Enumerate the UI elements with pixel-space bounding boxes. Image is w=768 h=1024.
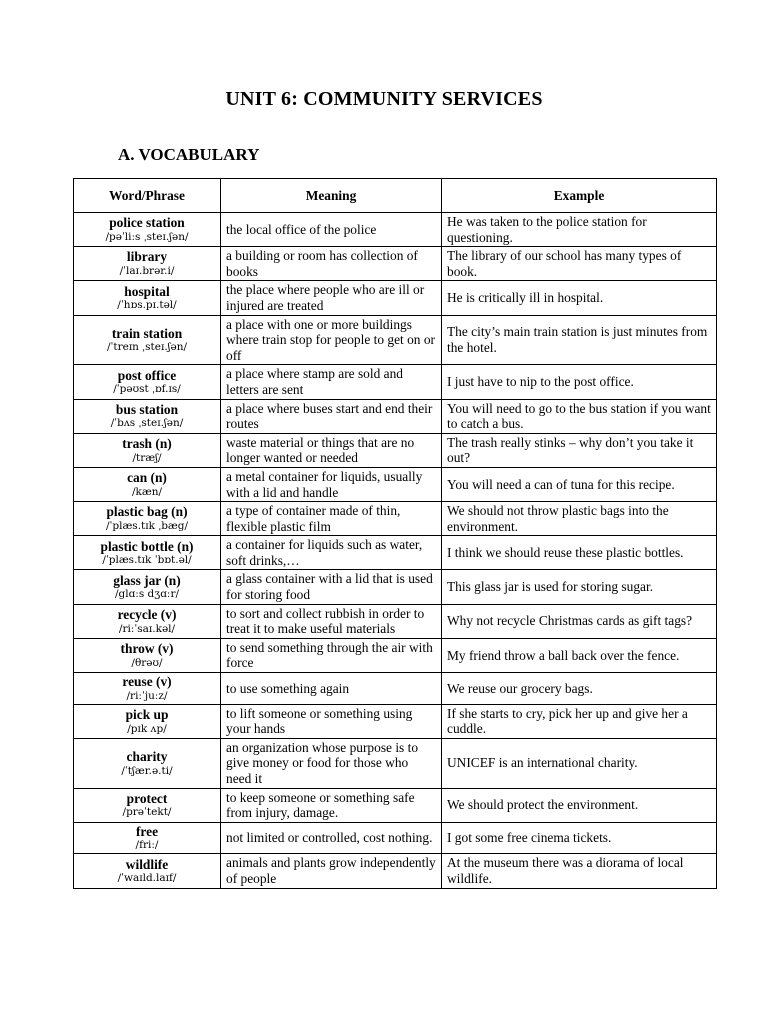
table-row bbox=[74, 673, 717, 705]
word-cell bbox=[74, 502, 221, 536]
table-row bbox=[74, 738, 717, 788]
meaning-cell: a place with one or more buildings where train stop for people to get on or off bbox=[221, 315, 442, 365]
example-cell: I just have to nip to the post office. bbox=[442, 365, 717, 399]
meaning-cell: to sort and collect rubbish in order to treat it to make useful materials bbox=[221, 604, 442, 638]
table-row bbox=[74, 604, 717, 638]
table-body bbox=[74, 213, 717, 889]
word-text: trash (n) bbox=[122, 436, 172, 452]
phonetic-text: /pɪk ʌp/ bbox=[127, 722, 167, 735]
table-row bbox=[74, 502, 717, 536]
meaning-cell: to send something through the air with force bbox=[221, 638, 442, 672]
table-row bbox=[74, 433, 717, 467]
word-text: library bbox=[126, 249, 168, 265]
meaning-cell: to keep someone or something safe from injury, damage. bbox=[221, 788, 442, 822]
table-row bbox=[74, 213, 717, 247]
meaning-cell: an organization whose purpose is to give money or food for those who need it bbox=[221, 738, 442, 788]
meaning-cell: a container for liquids such as water, soft drinks,… bbox=[221, 536, 442, 570]
phonetic-text: /ˈbʌs ˌsteɪ.ʃən/ bbox=[110, 417, 184, 430]
table-row bbox=[74, 854, 717, 888]
header-word-phrase: Word/Phrase bbox=[74, 179, 221, 213]
word-text: plastic bottle (n) bbox=[100, 538, 194, 554]
word-text: post office bbox=[117, 367, 177, 383]
table-row bbox=[74, 704, 717, 738]
meaning-cell: waste material or things that are no longer wanted or needed bbox=[221, 433, 442, 467]
table-row bbox=[74, 281, 717, 315]
word-text: police station bbox=[109, 215, 185, 231]
phonetic-text: /ˈplæs.tɪk ˈbɒt.əl/ bbox=[102, 554, 192, 567]
meaning-cell: a metal container for liquids, usually with a lid and handle bbox=[221, 467, 442, 501]
meaning-cell: a place where stamp are sold and letters are sent bbox=[221, 365, 442, 399]
example-cell: The library of our school has many types of book. bbox=[442, 247, 717, 281]
header-example: Example bbox=[442, 179, 717, 213]
word-text: can (n) bbox=[127, 470, 167, 486]
example-cell: My friend throw a ball back over the fence. bbox=[442, 638, 717, 672]
phonetic-text: /friː/ bbox=[135, 839, 159, 852]
phonetic-text: /riːˈsaɪ.kəl/ bbox=[118, 622, 176, 635]
example-cell: He is critically ill in hospital. bbox=[442, 281, 717, 315]
phonetic-text: /ˈlaɪ.brər.i/ bbox=[119, 265, 175, 278]
word-cell bbox=[74, 788, 221, 822]
table-row bbox=[74, 315, 717, 365]
table-row bbox=[74, 788, 717, 822]
example-cell: We should not throw plastic bags into the environment. bbox=[442, 502, 717, 536]
meaning-cell: a type of container made of thin, flexible plastic film bbox=[221, 502, 442, 536]
table-row bbox=[74, 247, 717, 281]
word-cell bbox=[74, 704, 221, 738]
word-cell bbox=[74, 247, 221, 281]
word-text: free bbox=[135, 823, 159, 839]
table-row bbox=[74, 638, 717, 672]
word-cell bbox=[74, 638, 221, 672]
header-meaning: Meaning bbox=[221, 179, 442, 213]
word-text: bus station bbox=[115, 401, 179, 417]
meaning-cell: not limited or controlled, cost nothing. bbox=[221, 822, 442, 854]
meaning-cell: a building or room has collection of books bbox=[221, 247, 442, 281]
phonetic-text: /riːˈjuːz/ bbox=[126, 689, 168, 702]
example-cell: You will need to go to the bus station if you want to catch a bus. bbox=[442, 399, 717, 433]
word-text: plastic bag (n) bbox=[106, 504, 188, 520]
phonetic-text: /ˈplæs.tɪk ˌbæg/ bbox=[105, 519, 189, 532]
example-cell: The trash really stinks – why don’t you take it out? bbox=[442, 433, 717, 467]
meaning-cell: the local office of the police bbox=[221, 213, 442, 247]
word-text: charity bbox=[126, 748, 168, 764]
phonetic-text: /glɑːs dʒɑːr/ bbox=[114, 588, 180, 601]
word-cell bbox=[74, 433, 221, 467]
table-row bbox=[74, 399, 717, 433]
word-cell bbox=[74, 673, 221, 705]
example-cell: We should protect the environment. bbox=[442, 788, 717, 822]
phonetic-text: /ˈtreɪn ˌsteɪ.ʃən/ bbox=[106, 341, 188, 354]
meaning-cell: animals and plants grow independently of people bbox=[221, 854, 442, 888]
example-cell: The city’s main train station is just minutes from the hotel. bbox=[442, 315, 717, 365]
example-cell: We reuse our grocery bags. bbox=[442, 673, 717, 705]
word-text: recycle (v) bbox=[117, 606, 177, 622]
example-cell: If she starts to cry, pick her up and give her a cuddle. bbox=[442, 704, 717, 738]
example-cell: You will need a can of tuna for this recipe. bbox=[442, 467, 717, 501]
meaning-cell: a glass container with a lid that is used for storing food bbox=[221, 570, 442, 604]
phonetic-text: /ˈtʃær.ə.ti/ bbox=[121, 764, 173, 777]
example-cell: I think we should reuse these plastic bottles. bbox=[442, 536, 717, 570]
table-row bbox=[74, 365, 717, 399]
word-cell bbox=[74, 536, 221, 570]
phonetic-text: /pəˈliːs ˌsteɪ.ʃən/ bbox=[105, 230, 189, 243]
meaning-cell: a place where buses start and end their routes bbox=[221, 399, 442, 433]
example-cell: He was taken to the police station for questioning. bbox=[442, 213, 717, 247]
word-cell bbox=[74, 604, 221, 638]
table-row bbox=[74, 467, 717, 501]
word-cell bbox=[74, 365, 221, 399]
word-cell bbox=[74, 738, 221, 788]
word-cell bbox=[74, 854, 221, 888]
word-text: wildlife bbox=[125, 856, 169, 872]
word-text: protect bbox=[126, 790, 168, 806]
word-text: hospital bbox=[124, 283, 170, 299]
word-cell bbox=[74, 570, 221, 604]
meaning-cell: the place where people who are ill or injured are treated bbox=[221, 281, 442, 315]
example-cell: At the museum there was a diorama of local wildlife. bbox=[442, 854, 717, 888]
example-cell: I got some free cinema tickets. bbox=[442, 822, 717, 854]
word-cell bbox=[74, 399, 221, 433]
table-row bbox=[74, 570, 717, 604]
meaning-cell: to use something again bbox=[221, 673, 442, 705]
word-text: pick up bbox=[125, 706, 169, 722]
word-text: train station bbox=[111, 325, 183, 341]
phonetic-text: /træʃ/ bbox=[132, 451, 162, 464]
word-cell bbox=[74, 315, 221, 365]
phonetic-text: /ˈhɒs.pɪ.təl/ bbox=[117, 299, 177, 312]
word-cell bbox=[74, 467, 221, 501]
phonetic-text: /kæn/ bbox=[131, 485, 163, 498]
phonetic-text: /ˈpəʊst ˌɒf.ɪs/ bbox=[113, 383, 181, 396]
phonetic-text: /prəˈtekt/ bbox=[122, 806, 172, 819]
example-cell: UNICEF is an international charity. bbox=[442, 738, 717, 788]
phonetic-text: /θrəʊ/ bbox=[131, 656, 163, 669]
section-heading: A. VOCABULARY bbox=[118, 145, 260, 164]
table-header-row bbox=[74, 179, 717, 213]
table-row bbox=[74, 822, 717, 854]
table-row bbox=[74, 536, 717, 570]
word-cell bbox=[74, 281, 221, 315]
phonetic-text: /ˈwaɪld.laɪf/ bbox=[117, 872, 177, 885]
word-text: glass jar (n) bbox=[113, 572, 181, 588]
example-cell: Why not recycle Christmas cards as gift tags? bbox=[442, 604, 717, 638]
example-cell: This glass jar is used for storing sugar. bbox=[442, 570, 717, 604]
word-cell bbox=[74, 213, 221, 247]
page-title: UNIT 6: COMMUNITY SERVICES bbox=[225, 88, 543, 110]
word-text: reuse (v) bbox=[122, 674, 172, 690]
word-cell bbox=[74, 822, 221, 854]
word-text: throw (v) bbox=[120, 641, 174, 657]
meaning-cell: to lift someone or something using your hands bbox=[221, 704, 442, 738]
vocabulary-table bbox=[73, 178, 717, 889]
